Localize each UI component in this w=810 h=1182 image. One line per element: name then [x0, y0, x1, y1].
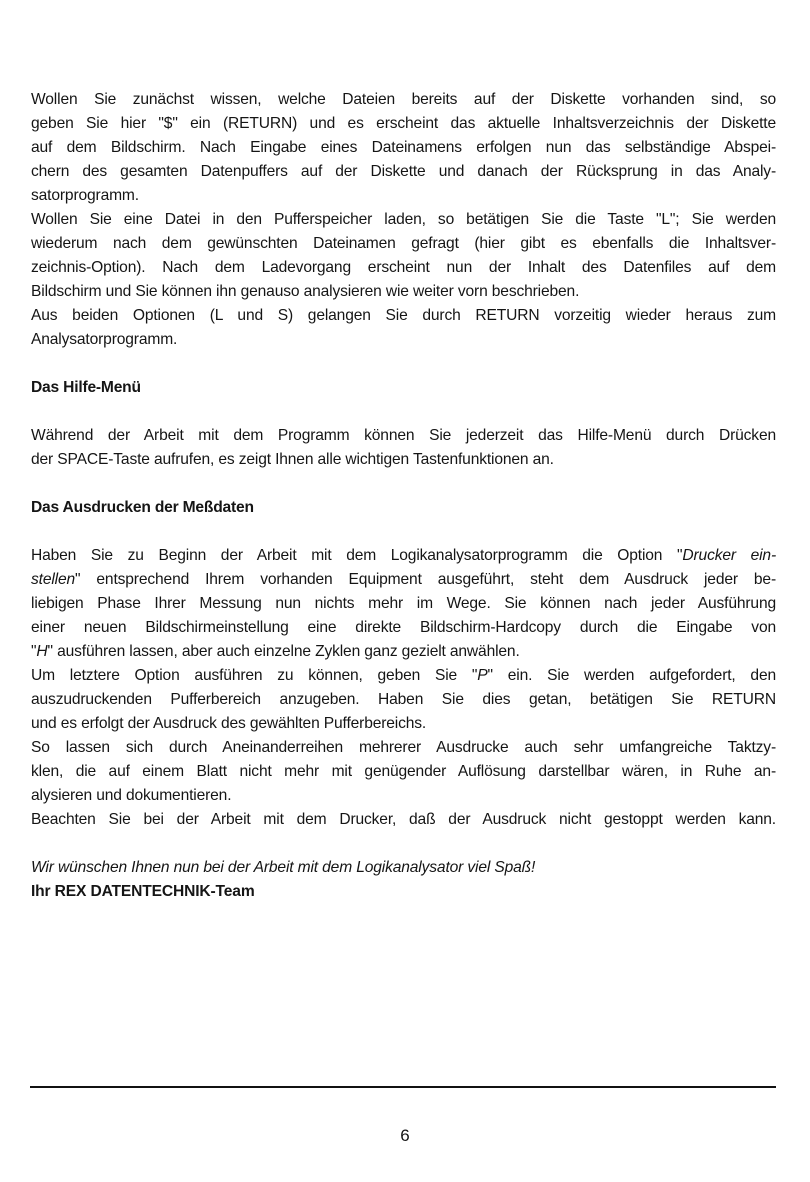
text-line [31, 568, 776, 592]
text-line: Wollen Sie zunächst wissen, welche Dateien bereits auf der Diskette vorhanden sind, so [31, 91, 776, 108]
closing-remark: Wir wünschen Ihnen nun bei der Arbeit mit dem Logikanalysator viel Spaß! [31, 859, 536, 876]
text-line [31, 664, 776, 688]
text-line: Während der Arbeit mit dem Programm können Sie jederzeit das Hilfe-Menü durch Drücken [31, 427, 776, 444]
document-body [31, 88, 776, 904]
key-name-italic: H [36, 643, 48, 660]
text-line: Bildschirm und Sie können ihn genauso analysieren wie weiter vorn beschrieben. [31, 283, 580, 300]
text-line [31, 544, 776, 568]
paragraph-printer-warning: Beachten Sie bei der Arbeit mit dem Drucker, daß der Ausdruck nicht gestoppt werden kann. [31, 811, 776, 828]
key-name-italic: P [477, 667, 488, 684]
text-line: und es erfolgt der Ausdruck des gewählten Pufferbereichs. [31, 715, 427, 732]
paragraph-load-file [31, 208, 776, 304]
text-line: satorprogramm. [31, 187, 139, 204]
text-line: der SPACE-Taste aufrufen, es zeigt Ihnen alle wichtigen Tastenfunktionen an. [31, 451, 554, 468]
text-line: alysieren und dokumentieren. [31, 787, 232, 804]
text-line: chern des gesamten Datenpuffers auf der Diskette und danach der Rücksprung in das Analy- [31, 163, 776, 180]
text-span: " [31, 643, 37, 660]
text-span: " entsprechend Ihrem vorhanden Equipment ausgeführt, steht dem Ausdruck jeder be- [75, 571, 776, 588]
signature: Ihr REX DATENTECHNIK-Team [31, 883, 255, 900]
text-line [31, 640, 776, 664]
text-line: Aus beiden Optionen (L und S) gelangen Sie durch RETURN vorzeitig wieder heraus zum [31, 307, 776, 324]
text-line: auszudruckenden Pufferbereich anzugeben. Haben Sie dies getan, betätigen Sie RETURN [31, 691, 776, 708]
text-line: wiederum nach dem gewünschten Dateinamen gefragt (hier gibt es ebenfalls die Inhaltsver- [31, 235, 776, 252]
page-number: 6 [400, 1126, 410, 1145]
paragraph-help-menu [31, 424, 776, 472]
text-span: " ein. Sie werden aufgefordert, den [487, 667, 776, 684]
text-line: geben Sie hier "$" ein (RETURN) und es erscheint das aktuelle Inhaltsverzeichnis der Diskette [31, 115, 776, 132]
paragraph-save-directory [31, 88, 776, 208]
text-line: Analysatorprogramm. [31, 331, 178, 348]
section-heading-printing: Das Ausdrucken der Meßdaten [31, 499, 254, 516]
text-line: klen, die auf einem Blatt nicht mehr mit genügender Auflösung darstellbar wären, in Ruhe an- [31, 763, 776, 780]
footer-rule [30, 1086, 776, 1088]
paragraph-multiple-printouts [31, 736, 776, 808]
paragraph-return-options [31, 304, 776, 352]
text-line: So lassen sich durch Aneinanderreihen mehrerer Ausdrucke auch sehr umfangreiche Taktzy- [31, 739, 776, 756]
text-line: auf dem Bildschirm. Nach Eingabe eines Dateinamens erfolgen nun das selbständige Abspei- [31, 139, 776, 156]
text-span: Haben Sie zu Beginn der Arbeit mit dem Logikanalysatorprogramm die Option " [31, 547, 683, 564]
text-line: Wollen Sie eine Datei in den Pufferspeicher laden, so betätigen Sie die Taste "L"; Sie werden [31, 211, 776, 228]
paragraph-print-range [31, 664, 776, 736]
text-line: liebigen Phase Ihrer Messung nun nichts mehr im Wege. Sie können nach jeder Ausführung [31, 595, 776, 612]
section-heading-help-menu: Das Hilfe-Menü [31, 379, 141, 396]
paragraph-printer-setup [31, 544, 776, 664]
text-line: zeichnis-Option). Nach dem Ladevorgang erscheint nun der Inhalt des Datenfiles auf dem [31, 259, 776, 276]
option-name-italic: stellen [31, 571, 76, 588]
option-name-italic: Drucker ein- [682, 547, 776, 564]
text-span: " ausführen lassen, aber auch einzelne Zyklen ganz gezielt anwählen. [47, 643, 520, 660]
text-span: Um letztere Option ausführen zu können, geben Sie " [31, 667, 478, 684]
text-line: einer neuen Bildschirmeinstellung eine direkte Bildschirm-Hardcopy durch die Eingabe von [31, 619, 776, 636]
